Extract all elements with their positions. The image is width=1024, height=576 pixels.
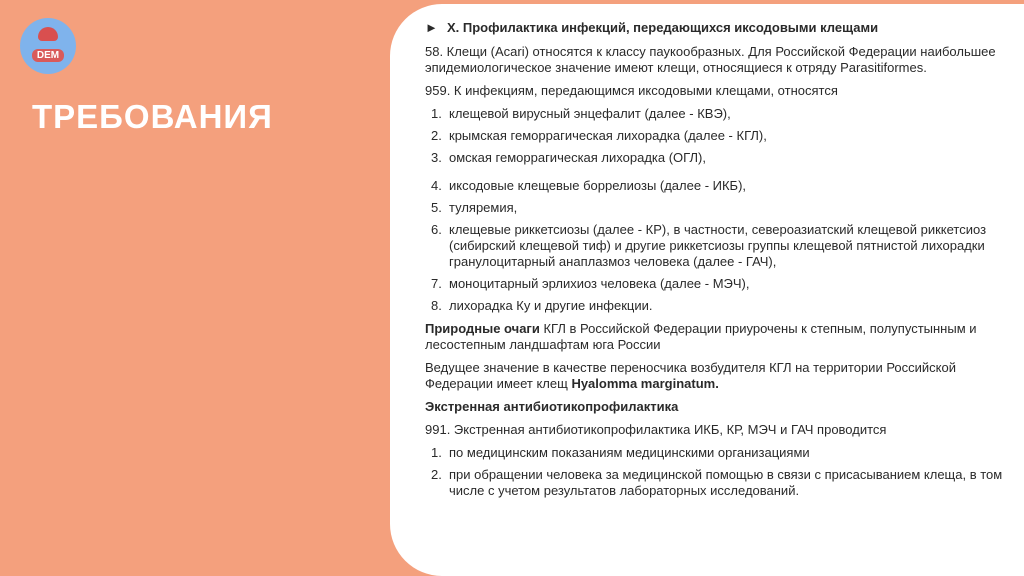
vector-paragraph bbox=[425, 360, 1005, 392]
arrow-bullet-icon: ► bbox=[425, 20, 438, 35]
list-item: 1. по медицинским показаниям медицинскими организациями bbox=[431, 445, 810, 460]
slide-heading: ТРЕБОВАНИЯ bbox=[32, 98, 273, 135]
section-title bbox=[425, 20, 1005, 36]
logo-label: DEM bbox=[32, 49, 64, 62]
list-item: 8. лихорадка Ку и другие инфекции. bbox=[431, 298, 653, 313]
vector-species: Hyalomma marginatum. bbox=[571, 376, 719, 391]
paragraph-991: 991. Экстренная антибиотикопрофилактика ИКБ, КР, МЭЧ и ГАЧ проводится bbox=[425, 422, 887, 437]
list-item: 1. клещевой вирусный энцефалит (далее - КВЭ), bbox=[431, 106, 731, 121]
list-item: 2. крымская геморрагическая лихорадка (далее - КГЛ), bbox=[431, 128, 767, 143]
infections-list bbox=[425, 106, 1005, 314]
list-item: 2. при обращении человека за медицинской помощью в связи с присасыванием клеща, в том числе с учетом результатов лабораторных исследований. bbox=[431, 467, 1003, 498]
natural-foci-label: Природные очаги bbox=[425, 321, 540, 336]
content-text bbox=[425, 20, 1005, 506]
paragraph-959: 959. К инфекциям, передающимся иксодовыми клещами, относятся bbox=[425, 83, 838, 98]
paragraph-58: 58. Клещи (Acari) относятся к классу паукообразных. Для Российской Федерации наибольшее эпидемиологическое значение имеют клещи, относящиеся к отряду Parasitiformes. bbox=[425, 44, 996, 75]
list-item: 6. клещевые риккетсиозы (далее - КР), в частности, североазиатский клещевой риккетсиоз (сибирский клещевой тиф) и другие риккетсиозы группы клещевой пятнистой лихорадки гранулоцитарный анаплазмоз человека (далее - ГАЧ), bbox=[431, 222, 987, 269]
list-item: 7. моноцитарный эрлихиоз человека (далее - МЭЧ), bbox=[431, 276, 750, 291]
natural-foci-text: КГЛ в Российской Федерации приурочены к степным, полупустынным и лесостепным ландшафтам юга России bbox=[425, 321, 977, 352]
emergency-title: Экстренная антибиотикопрофилактика bbox=[425, 399, 679, 414]
list-item: 3. омская геморрагическая лихорадка (ОГЛ), bbox=[431, 150, 706, 165]
section-title-text: X. Профилактика инфекций, передающихся иксодовыми клещами bbox=[447, 20, 879, 35]
natural-foci-paragraph bbox=[425, 321, 1005, 353]
list-item: 5. туляремия, bbox=[431, 200, 518, 215]
prophylaxis-list bbox=[425, 445, 1005, 499]
list-item: 4. иксодовые клещевые боррелиозы (далее - ИКБ), bbox=[431, 178, 747, 193]
logo-hat-icon bbox=[38, 27, 58, 41]
vector-text: Ведущее значение в качестве переносчика возбудителя КГЛ на территории Российской Федерации имеет клещ bbox=[425, 360, 956, 391]
logo bbox=[20, 18, 76, 74]
